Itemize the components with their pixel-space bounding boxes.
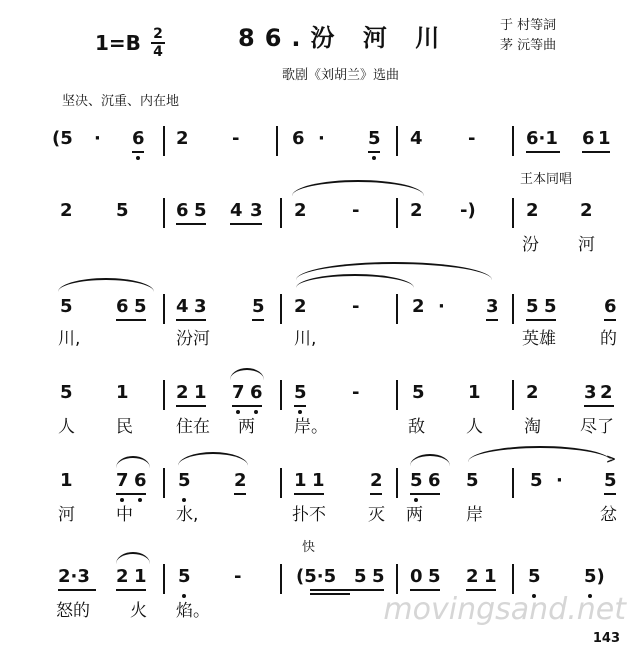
- lyric: 人: [466, 417, 483, 437]
- lyric: 汾: [522, 235, 539, 255]
- barline: [396, 468, 398, 498]
- barline: [280, 468, 282, 498]
- note: 2: [526, 200, 539, 221]
- note: 2: [176, 128, 189, 149]
- lyric: 两: [406, 505, 423, 525]
- note: 5: [60, 382, 73, 403]
- note: 5: [134, 296, 147, 317]
- note: 5: [410, 470, 423, 491]
- underline: [584, 405, 614, 407]
- note: 2: [410, 200, 423, 221]
- score-row: [0, 452, 640, 500]
- note: 2: [176, 382, 189, 403]
- underline: [176, 405, 206, 407]
- lyric: 川,: [58, 329, 81, 349]
- note: 5: [530, 470, 543, 491]
- note: 3: [584, 382, 597, 403]
- underline: [370, 493, 382, 495]
- note: 7: [116, 470, 129, 491]
- note: 2: [370, 470, 383, 491]
- note: 5: [412, 382, 425, 403]
- note: 5: [116, 200, 129, 221]
- note: (5·5: [296, 566, 337, 587]
- note: 6: [176, 200, 189, 221]
- barline: [396, 294, 398, 324]
- barline: [512, 564, 514, 594]
- note: 1: [484, 566, 497, 587]
- underline: [466, 589, 496, 591]
- note: 2: [294, 296, 307, 317]
- score-row: [0, 382, 640, 412]
- lyric: 两: [238, 417, 255, 437]
- meter-bottom: 4: [153, 44, 163, 60]
- barline: [280, 380, 282, 410]
- underline: [116, 493, 146, 495]
- note: -): [460, 200, 476, 221]
- note: 6: [582, 128, 595, 149]
- underline: [116, 589, 146, 591]
- barline: [512, 198, 514, 228]
- note: 4: [410, 128, 423, 149]
- tie-arc: [468, 446, 612, 462]
- tie-arc: [410, 454, 450, 466]
- note: 2: [412, 296, 425, 317]
- note: 1: [194, 382, 207, 403]
- singer-annotation: 王本同唱: [520, 172, 573, 187]
- note: 5: [60, 296, 73, 317]
- barline: [396, 126, 398, 156]
- note: 1: [598, 128, 611, 149]
- note: 4: [176, 296, 189, 317]
- underline: [176, 223, 206, 225]
- note: 5: [604, 470, 617, 491]
- tempo-marking: 坚决、沉重、内在地: [62, 94, 180, 109]
- lyric: 忿: [600, 505, 617, 525]
- score-row: [0, 200, 640, 230]
- barline: [512, 294, 514, 324]
- key-signature: [95, 26, 163, 60]
- note: (5: [52, 128, 73, 149]
- note: 2: [294, 200, 307, 221]
- note: ·: [556, 470, 563, 491]
- note: 5: [252, 296, 265, 317]
- note: 7: [232, 382, 245, 403]
- note: 1: [312, 470, 325, 491]
- note: 6: [292, 128, 305, 149]
- note: 2: [526, 382, 539, 403]
- note: 2: [600, 382, 613, 403]
- low-dot: [372, 156, 376, 160]
- barline: [163, 198, 165, 228]
- tie-arc: [178, 452, 248, 466]
- barline: [280, 294, 282, 324]
- low-dot: [136, 156, 140, 160]
- note: 6: [604, 296, 617, 317]
- note: 1: [468, 382, 481, 403]
- lyric: 岸。: [294, 417, 328, 437]
- lyric: 民: [116, 417, 133, 437]
- underline: [232, 405, 262, 407]
- barline: [512, 126, 514, 156]
- note: 2: [580, 200, 593, 221]
- lyric: 河: [578, 235, 595, 255]
- lyric: 尽了: [580, 417, 614, 437]
- lyric: 火: [130, 601, 147, 621]
- note: 6: [132, 128, 145, 149]
- note: 5: [178, 470, 191, 491]
- score-row: [0, 128, 640, 158]
- time-signature: [151, 27, 165, 59]
- underline: [230, 223, 262, 225]
- note: 2: [466, 566, 479, 587]
- note: 5: [194, 200, 207, 221]
- note: 5: [372, 566, 385, 587]
- barline: [396, 564, 398, 594]
- barline: [280, 564, 282, 594]
- underline: [294, 493, 324, 495]
- note: 1: [60, 470, 73, 491]
- note: 1: [294, 470, 307, 491]
- barline: [396, 198, 398, 228]
- underline: [582, 151, 610, 153]
- tie-arc: [292, 180, 424, 196]
- note: ·: [94, 128, 101, 149]
- barline: [163, 126, 165, 156]
- lyric: 水,: [176, 505, 199, 525]
- tempo-fast: 快: [302, 540, 316, 555]
- tie-arc: [116, 552, 150, 564]
- note: 0: [410, 566, 423, 587]
- lyric: 灭: [368, 505, 385, 525]
- barline: [512, 468, 514, 498]
- note: ·: [318, 128, 325, 149]
- note: 5: [466, 470, 479, 491]
- underline: [526, 319, 556, 321]
- lyric: 的: [600, 329, 617, 349]
- tie-arc: [230, 368, 264, 380]
- barline: [512, 380, 514, 410]
- note: 4: [230, 200, 243, 221]
- note: 6: [134, 470, 147, 491]
- lyric: 怒的: [56, 601, 90, 621]
- note: 2: [234, 470, 247, 491]
- note: 2: [60, 200, 73, 221]
- underline: [234, 493, 246, 495]
- note: 2: [116, 566, 129, 587]
- accent-mark: >: [606, 452, 617, 466]
- song-title: 86.汾 河 川: [238, 24, 450, 52]
- tie-arc: [58, 278, 154, 292]
- barline: [280, 198, 282, 228]
- underline: [604, 493, 616, 495]
- lyric: 敌: [408, 417, 425, 437]
- composer-credit: 茅 沅等曲: [500, 38, 557, 53]
- lyric: 川,: [294, 329, 317, 349]
- note: 1: [134, 566, 147, 587]
- note: 5: [294, 382, 307, 403]
- underline: [604, 319, 616, 321]
- note: 6: [428, 470, 441, 491]
- underline: [368, 151, 380, 153]
- note: -: [352, 296, 360, 317]
- note: 5: [178, 566, 191, 587]
- opera-subtitle: 歌剧《刘胡兰》选曲: [282, 68, 400, 83]
- key-label: 1=B: [95, 31, 141, 55]
- barline: [276, 126, 278, 156]
- note: 6·1: [526, 128, 558, 149]
- underline: [486, 319, 498, 321]
- lyric: 岸: [466, 505, 483, 525]
- watermark-logo: movingsand.net: [383, 592, 626, 627]
- lyric: 中: [116, 505, 133, 525]
- underline: [176, 319, 206, 321]
- note: 2·3: [58, 566, 90, 587]
- note: 5: [528, 566, 541, 587]
- note: 6: [250, 382, 263, 403]
- underline: [58, 589, 96, 591]
- lyricist-credit: 于 村等詞: [500, 18, 557, 33]
- note: 5: [544, 296, 557, 317]
- note: 6: [116, 296, 129, 317]
- note: 3: [194, 296, 207, 317]
- barline: [163, 468, 165, 498]
- lyric: 人: [58, 417, 75, 437]
- note: 5: [526, 296, 539, 317]
- lyric: 焰。: [176, 601, 210, 621]
- lyric: 扑不: [292, 505, 326, 525]
- barline: [163, 564, 165, 594]
- underline: [132, 151, 144, 153]
- note: -: [468, 128, 476, 149]
- lyric: 英雄: [522, 329, 556, 349]
- page-number: 143: [592, 631, 620, 646]
- note: ·: [438, 296, 445, 317]
- lyric: 淘: [524, 417, 541, 437]
- lyric: 汾河: [176, 329, 210, 349]
- note: -: [352, 382, 360, 403]
- note: -: [234, 566, 242, 587]
- underline: [410, 589, 440, 591]
- meter-top: 2: [153, 26, 163, 42]
- underline: [252, 319, 264, 321]
- note: -: [352, 200, 360, 221]
- note: 5): [584, 566, 605, 587]
- underline: [310, 593, 350, 595]
- note: 5: [354, 566, 367, 587]
- note: 5: [368, 128, 381, 149]
- note: -: [232, 128, 240, 149]
- note: 5: [428, 566, 441, 587]
- note: 1: [116, 382, 129, 403]
- note: 3: [250, 200, 263, 221]
- underline: [116, 319, 146, 321]
- underline: [526, 151, 560, 153]
- note: 3: [486, 296, 499, 317]
- score-row: [0, 296, 640, 326]
- underline: [294, 405, 306, 407]
- tie-arc: [116, 456, 150, 468]
- low-dot: [138, 498, 142, 502]
- underline: [310, 589, 384, 591]
- barline: [163, 380, 165, 410]
- barline: [396, 380, 398, 410]
- lyric: 住在: [176, 417, 210, 437]
- underline: [410, 493, 440, 495]
- lyric: 河: [58, 505, 75, 525]
- barline: [163, 294, 165, 324]
